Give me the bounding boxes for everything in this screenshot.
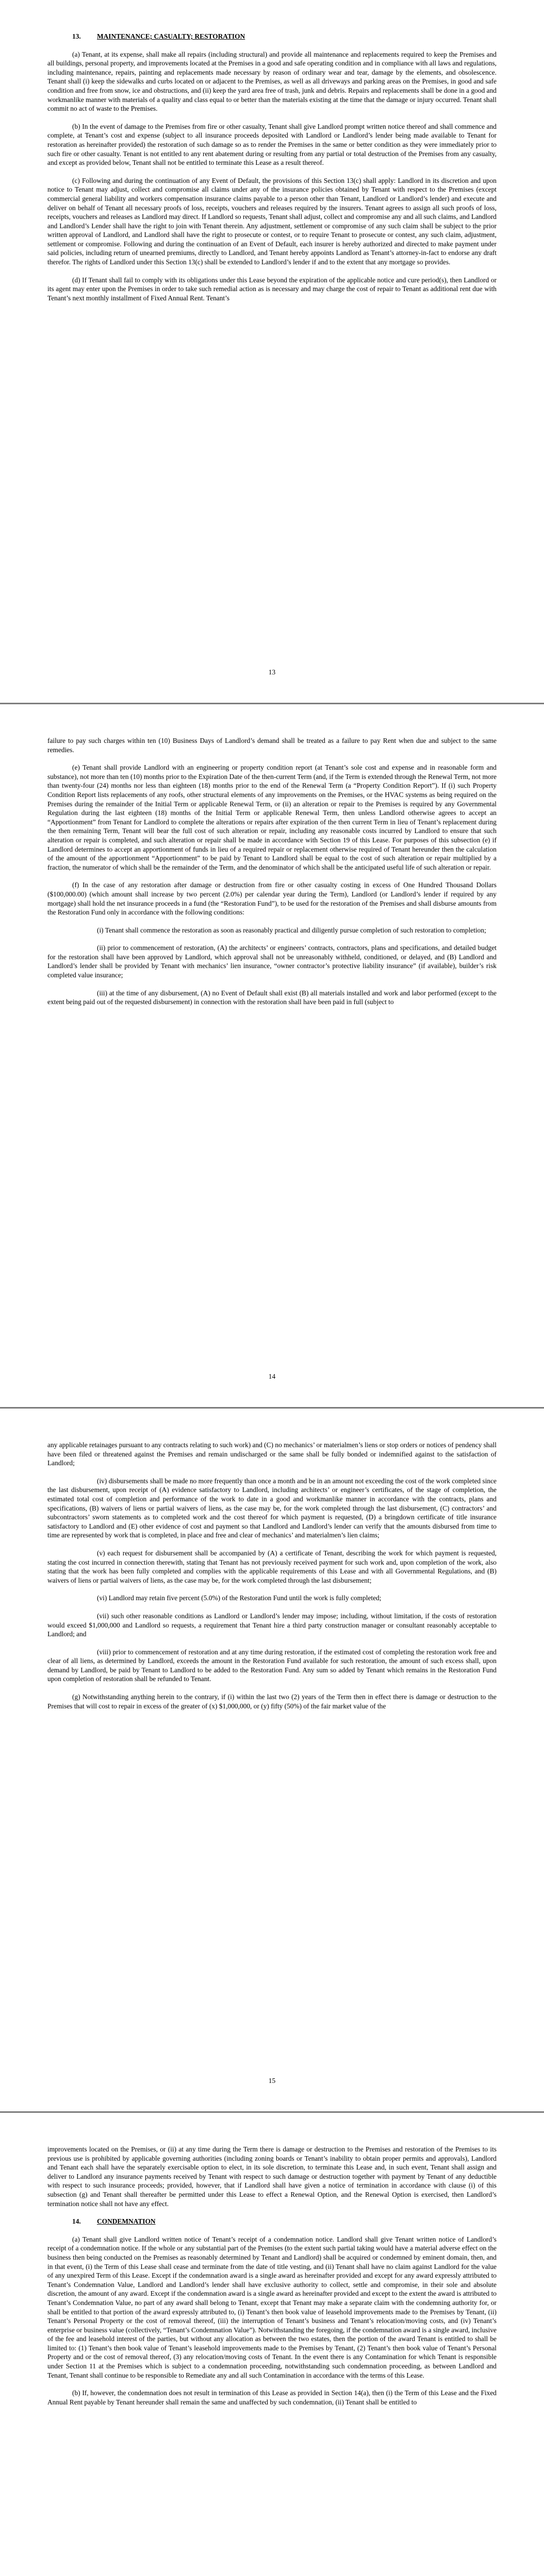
paragraph-13f-iv: (iv) disbursements shall be made no more frequently than once a month and be in an amount not exceeding the cost of the work completed since the last disbursement, upon receipt of (A) evidence satisfactory to Landlord, including architects’ or engineer’s certificates, of the stage of completion, the estimated total cost of completion and performance of the work to date in a good and workmanlike manner in accordance with the contracts, plans and specifications, (B) waivers of liens or partial waivers of liens, as the case may be, for the work completed through the last disbursement, (C) contractors’ and subcontractors’ sworn statements as to completed work and the cost thereof for which payment is requested, (D) a bringdown certificate of title insurance satisfactory to Landlord and (E) other evidence of cost and payment so that Landlord and Landlord’s lender can verify that the amounts disbursed from time to time are represented by work that is completed, in place and free and clear of mechanics’ and materialmen’s lien claims; (47, 1477, 497, 1539)
page-13 (0, 0, 544, 703)
paragraph-13c: (c) Following and during the continuation of any Event of Default, the provisions of this Section 13(c) shall apply: Landlord in its discretion and upon notice to Tenant may adjust, collect and compromise all claims under any of the insurance policies obtained by Tenant with respect to the Premises (except commercial general liability and workers compensation insurance claims payable to a person other than Tenant, Landlord or Landlord’s lender) and execute and deliver on behalf of Tenant all necessary proofs of loss, receipts, vouchers and releases required by the insurers. Tenant agrees to assign all such proofs of loss, receipts, vouchers and releases as Landlord may direct. If Landlord so requests, Tenant shall adjust, collect and compromise any and all such claims, and Landlord and Landlord’s Lender shall have the right to join with Tenant therein. Any adjustment, settlement or compromise of any such claim shall be subject to the prior written approval of Landlord, and Landlord shall have the right to prosecute or contest, or to require Tenant to prosecute or contest, any such claim, adjustment, settlement or compromise. Following and during the continuation of an Event of Default, each insurer is hereby authorized and directed to make payment under said policies, including return of unearned premiums, directly to Landlord, and Tenant hereby appoints Landlord as Tenant’s attorney-in-fact to endorse any draft therefor. The rights of Landlord under this Section 13(c) shall be extended to Landlord’s lender if and to the extent that any mortgage so provides. (47, 176, 497, 266)
paragraph-continued: failure to pay such charges within ten (10) Business Days of Landlord’s demand shall be treated as a failure to pay Rent when due and subject to the same remedies. (47, 737, 497, 754)
paragraph-13f-viii: (viii) prior to commencement of restoration and at any time during restoration, if the estimated cost of completing the restoration work free and clear of all liens, as determined by Landlord, exceeds the amount in the Restoration Fund available for such restoration, the amount of such excess shall, upon demand by Landlord, be paid by Tenant to Landlord to be added to the Restoration Fund. Any sum so added by Tenant which remains in the Restoration Fund upon completion of restoration shall be refunded to Tenant. (47, 1648, 497, 1683)
paragraph-13f-ii: (ii) prior to commencement of restoration, (A) the architects’ or engineers’ contracts, contractors, plans and specifications, and detailed budget for the restoration shall have been approved by Landlord, which approval shall not be unreasonably withheld, conditioned, or delayed, and (B) Landlord and Landlord’s lender shall be provided by Tenant with mechanics’ lien insurance, “owner contractor’s protective liability insurance” (if available), builder’s risk completed value insurance; (47, 944, 497, 979)
paragraph-13f-iii: (iii) at the time of any disbursement, (A) no Event of Default shall exist (B) all materials installed and work and labor performed (except to the extent being paid out of the requested disbursement) in connection with the restoration shall have been paid in full (subject to (47, 989, 497, 1006)
paragraph-13f: (f) In the case of any restoration after damage or destruction from fire or other casualty costing in excess of One Hundred Thousand Dollars ($100,000.00) (which amount shall increase by two percent (2.0%) per calendar year during the Term), Landlord (or Landlord’s lender if required by any mortgage) shall hold the net insurance proceeds in a fund (the “Restoration Fund”), to be used for the restoration of the Premises and shall disburse amounts from the Restoration Fund only in accordance with the following conditions: (47, 881, 497, 917)
paragraph-13f-vii: (vii) such other reasonable conditions as Landlord or Landlord’s lender may impose; including, without limitation, if the costs of restoration would exceed $1,000,000 and Landlord so requests, a requirement that Tenant hire a third party construction manager or consultant reasonably acceptable to Landlord; and (47, 1612, 497, 1638)
paragraph-13g: (g) Notwithstanding anything herein to the contrary, if (i) within the last two (2) years of the Term then in effect there is damage or destruction to the Premises that will cost to repair in excess of the greater of (x) $1,000,000, or (y) fifty (50%) of the fair market value of the (47, 1693, 497, 1710)
paragraph-13f-vi: (vi) Landlord may retain five percent (5.0%) of the Restoration Fund until the work is fully completed; (97, 1594, 382, 1602)
paragraph-14a: (a) Tenant shall give Landlord written notice of Tenant’s receipt of a condemnation notice. Landlord shall give Tenant written notice of Landlord’s receipt of a condemnation notice. If the whole or any substantial part of the Premises (to the extent such partial taking would have a material adverse effect on the business then being conducted on the Premises as reasonably determined by Tenant and Landlord) shall be acquired or condemned by eminent domain, then, and in that event, (i) the Term of this Lease shall cease and terminate from the date of title vesting, and (ii) Tenant shall have no claim against Landlord for the value of any unexpired Term of this Lease. Except if the condemnation award is a single award as hereinafter provided and except for any award expressly attributed to Tenant’s Condemnation Value, Landlord and Landlord’s lender shall have exclusive authority to collect, settle and compromise, in their sole and absolute discretion, the amount of any award. Except if the condemnation award is a single award as hereinafter provided and except to the extent the award is attributed to Tenant’s Condemnation Value, no part of any award shall belong to Tenant, except that Tenant may make a separate claim with the condemning authority for, or shall be entitled to that portion of the award expressly attributed to, (i) Tenant’s then book value of leasehold improvements made to the Premises by Tenant, (ii) Tenant’s Personal Property or the cost of removal thereof, (iii) the interruption of Tenant’s business and Tenant’s relocation/moving costs, and (iv) Tenant’s enterprise or business value (collectively, “Tenant’s Condemnation Value”). Notwithstanding the foregoing, if the condemnation award is a single award, inclusive of the fee and leasehold interest of the parties, but without any allocation as between the two estates, then the portion of the award Tenant is entitled to shall be limited to: (1) Tenant’s then book value of Tenant’s leasehold improvements made to the Premises by Tenant, (2) Tenant’s then book value of Tenant’s Personal Property and or the cost of removal thereof, (3) any relocation/moving costs of Tenant. In the event there is any Contamination for which Tenant is responsible under Section 11 at the Premises which is subject to a condemnation proceeding, notwithstanding such condemnation proceeding, as between Landlord and Tenant, Tenant shall continue to be responsible to Remediate any and all such Contamination in accordance with the terms of this Lease. (47, 2235, 497, 2379)
paragraph-13f-i: (i) Tenant shall commence the restoration as soon as reasonably practical and diligently pursue completion of such restoration to completion; (97, 926, 486, 934)
paragraph-continued: improvements located on the Premises, or (ii) at any time during the Term there is damage or destruction to the Premises and restoration of the Premises to its previous use is prohibited by applicable governing authorities (including zoning boards or Tenant’s inability to obtain proper permits and approvals), Landlord and Tenant each shall have the separately exercisable option to elect, in its sole discretion, to terminate this Lease and, in such event, Tenant shall assign and deliver to Landlord any insurance payments received by Tenant with respect to such damage or destruction together with payment by Tenant of any deductible with respect to such insurance proceeds; provided, however, that if Landlord shall have given a notice of termination in accordance with clause (i) of this subsection (g) and Tenant shall thereafter be permitted under this Lease to effect a Renewal Option, and the Renewal Option is exercised, then Landlord’s termination notice shall not have any effect. (47, 2145, 497, 2208)
section-number: 13. (72, 32, 81, 40)
paragraph-13a: (a) Tenant, at its expense, shall make all repairs (including structural) and provide all maintenance and replacements required to keep the Premises and all buildings, personal property, and improvements located at the Premises in a good and safe operating condition and in compliance with all laws and regulations, including maintenance, repairs, painting and replacements made necessary by reason of ordinary wear and tear, damage by the elements, and obsolescence. Tenant shall (i) keep the sidewalks and curbs located on or adjacent to the Premises, as well as all driveways and parking areas on the Premises, in good and safe condition and free from snow, ice and obstructions, and (ii) keep the yard area free of trash, junk and debris. Repairs and replacements shall be done in a good and workmanlike manner with materials of a quality and class equal to or better than the materials existing at the time that the damage or injury occurred. Tenant shall commit no act of waste to the Premises. (47, 50, 497, 113)
page-16 (0, 2113, 544, 2576)
paragraph-13e: (e) Tenant shall provide Landlord with an engineering or property condition report (at Tenant’s sole cost and expense and in reasonable form and substance), not more than ten (10) months prior to the Expiration Date of the then-current Term (and, if the Term is extended through the Renewal Term, not more than twenty-four (24) months nor less than eighteen (18) months prior to the end of the Renewal Term (a “Property Condition Report”). If (i) such Property Condition Report lists replacements of any roofs, other structural elements of any improvements on the Premises, or the HVAC systems as being required on the Premises during the remainder of the Initial Term or applicable Renewal Term, or (ii) an alteration or repair to the Premises is required by any Governmental Regulation during the last eighteen (18) months of the Initial Term or applicable Renewal Term, then unless Landlord otherwise agrees to accept an “Apportionment” from Tenant for Landlord to complete the alterations or repairs after expiration of the then current Term in lieu of Tenant’s replacement during the then remaining Term, Tenant will bear the full cost of such alteration or repair, including any reasonable costs incurred by Landlord to ensure that such alteration or repair is completed, and such alteration or repair shall be made in accordance with Section 19 of this Lease. For purposes of this subsection (e) if Landlord determines to accept an apportionment of funds in lieu of a required repair or replacement otherwise required of Tenant hereunder then the calculation of the amount of the apportionment “Apportionment” to be paid by Tenant to Landlord shall be equal to the cost of such alteration or repair multiplied by a fraction, the numerator of which shall be the remainder of the Term, and the denominator of which shall be the anticipated useful life of such alteration or repair. (47, 764, 497, 871)
paragraph-13b: (b) In the event of damage to the Premises from fire or other casualty, Tenant shall give Landlord prompt written notice thereof and shall commence and complete, at Tenant’s cost and expense (subject to all insurance proceeds deposited with Landlord or Landlord’s lender being made available to Tenant for restoration as hereinafter provided) the restoration of such damage so as to render the Premises in the same or better condition as they were immediately prior to such fire or other casualty. Tenant is not entitled to any rent abatement during or resulting from any partial or total destruction of the Premises from any casualty, and except as provided below, Tenant shall not be entitled to terminate this Lease as a result thereof. (47, 122, 497, 167)
paragraph-continued: any applicable retainages pursuant to any contracts relating to such work) and (C) no mechanics’ or materialmen’s liens or stop orders or notices of pendency shall have been filed or threatened against the Premises and remain undischarged or the same shall be fully bonded or indemnified against to the satisfaction of Landlord; (47, 1441, 497, 1467)
paragraph-14b: (b) If, however, the condemnation does not result in termination of this Lease as provided in Section 14(a), then (i) the Term of this Lease and the Fixed Annual Rent payable by Tenant hereunder shall remain the same and unaffected by such condemnation, (ii) Tenant shall be entitled to (47, 2389, 497, 2406)
section-13-heading (47, 32, 497, 41)
paragraph-13d: (d) If Tenant shall fail to comply with its obligations under this Lease beyond the expiration of the applicable notice and cure period(s), then Landlord or its agent may enter upon the Premises in order to take such remedial action as is necessary and may charge the cost of repair to Tenant as additional rent due with Tenant’s next monthly installment of Fixed Annual Rent. Tenant’s (47, 276, 497, 302)
page-number: 15 (268, 2077, 276, 2084)
section-number: 14. (72, 2217, 81, 2226)
page-15 (0, 1409, 544, 2112)
section-title: CONDEMNATION (97, 2217, 156, 2226)
section-title: MAINTENANCE; CASUALTY; RESTORATION (97, 32, 245, 40)
page-number: 14 (268, 1372, 276, 1380)
section-14-heading (47, 2217, 497, 2226)
paragraph-13f-v: (v) each request for disbursement shall be accompanied by (A) a certificate of Tenant, describing the work for which payment is requested, stating the cost incurred in connection therewith, stating that Tenant has not previously received payment for such work and, upon completion of the work, also stating that the work has been fully completed and complies with the applicable requirements of this Lease and with all Governmental Regulations, and (B) waivers of liens or partial waivers of liens, as the case may be, for the work completed through the last disbursement; (47, 1549, 497, 1584)
page-14 (0, 704, 544, 1408)
page-number: 13 (268, 668, 276, 676)
